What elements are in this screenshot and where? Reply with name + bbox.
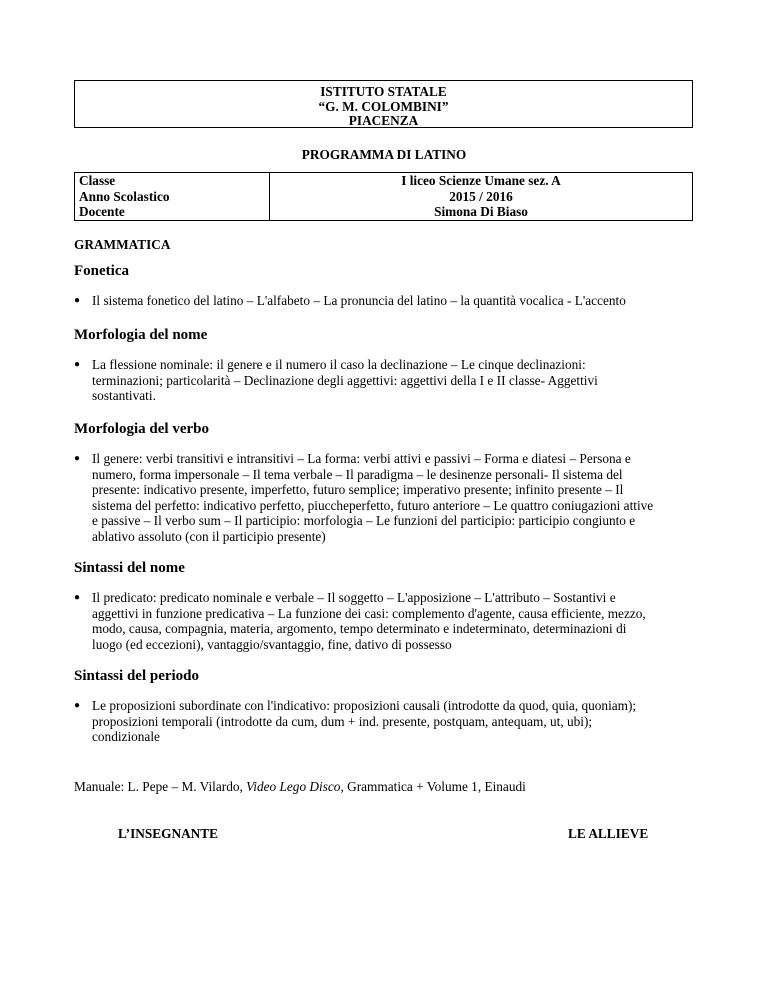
bullet-morfologia-verbo [74,451,694,544]
value-anno: 2015 / 2016 [449,188,513,204]
heading-sintassi-nome: Sintassi del nome [74,560,185,576]
bullet-icon: ● [74,592,81,603]
text-line: aggettivi in funzione predicativa – La funzione dei casi: complemento d'agente, causa efficiente, mezzo, [92,605,646,621]
label-classe: Classe [79,173,116,188]
text-line: condizionale [92,729,160,744]
bullet-icon: ● [74,359,81,370]
bullet-fonetica [74,293,694,309]
text-line: presente: indicativo presente, imperfetto, futuro semplice; imperativo presente; infinito presente – Il [92,482,624,497]
text-line: Le proposizioni subordinate con l'indicativo: proposizioni causali (introdotte da quod, quia, quoniam); [92,698,637,713]
text-line: terminazioni; particolarità – Declinazione degli aggettivi: aggettivi della I e II classe- Aggettivi [92,372,598,388]
value-classe: I liceo Scienze Umane sez. A [401,173,561,188]
text-line: ablativo assoluto (con il participio presente) [92,528,326,544]
section-grammatica: GRAMMATICA [74,237,171,252]
text-line: sostantivati. [92,388,156,403]
text-line: e passive – Il verbo sum – Il participio: morfologia – Le funzioni del participio: participio congiunto e [92,513,636,528]
signature-students: LE ALLIEVE [568,826,649,841]
bullet-sintassi-nome [74,590,694,652]
heading-morfologia-nome: Morfologia del nome [74,327,208,343]
text-line: modo, causa, compagnia, materia, argomento, tempo determinato e indeterminato, determinazioni di [92,621,627,636]
school-header-box [74,80,693,128]
textbook-reference [74,779,526,795]
manual-suffix: , Grammatica + Volume 1, Einaudi [340,779,526,794]
label-docente: Docente [79,204,125,219]
text-line: proposizioni temporali (introdotte da cum, dum + ind. presente, postquam, antequam, ut, ubi); [92,713,593,729]
text-line: numero, forma impersonale – Il tema verbale – Il paradigma – le desinenze personali- Il sistema del [92,466,623,482]
school-name: ISTITUTO STATALE [320,84,447,99]
bullet-sintassi-periodo [74,698,694,745]
text-line: Il predicato: predicato nominale e verbale – Il soggetto – L'apposizione – L'attributo – Sostantivi e [92,590,616,605]
heading-sintassi-periodo: Sintassi del periodo [74,668,200,684]
text-line: La flessione nominale: il genere e il numero il caso la declinazione – Le cinque declinazioni: [92,357,586,372]
manual-title: Video Lego Disco [246,779,341,794]
program-title: PROGRAMMA DI LATINO [301,147,467,162]
bullet-icon: ● [74,295,81,306]
value-docente: Simona Di Biaso [434,204,528,219]
signature-teacher: L’INSEGNANTE [118,826,219,841]
heading-morfologia-verbo: Morfologia del verbo [74,421,209,437]
school-title: “G. M. COLOMBINI” [318,98,449,114]
text-line: sistema del perfetto: indicativo perfetto, piuccheperfetto, futuro anteriore – Le quattro coniugazioni attive [92,497,654,513]
label-anno: Anno Scolastico [79,188,170,204]
info-values-cell [270,173,693,221]
bullet-icon: ● [74,453,81,464]
text-line: Il genere: verbi transitivi e intransitivi – La forma: verbi attivi e passivi – Forma e diatesi – Persona e [92,451,631,466]
info-table [74,172,693,221]
info-labels-cell [75,173,270,221]
school-city: PIACENZA [348,113,419,128]
bullet-morfologia-nome [74,357,694,404]
bullet-icon: ● [74,700,81,711]
heading-fonetica: Fonetica [74,263,129,279]
text-line: luogo (ed eccezioni), vantaggio/svantaggio, fine, dativo di possesso [92,636,452,652]
text-line: Il sistema fonetico del latino – L'alfabeto – La pronuncia del latino – la quantità vocalica - L'accento [92,293,626,308]
manual-prefix: Manuale: L. Pepe – M. Vilardo, [74,779,247,794]
